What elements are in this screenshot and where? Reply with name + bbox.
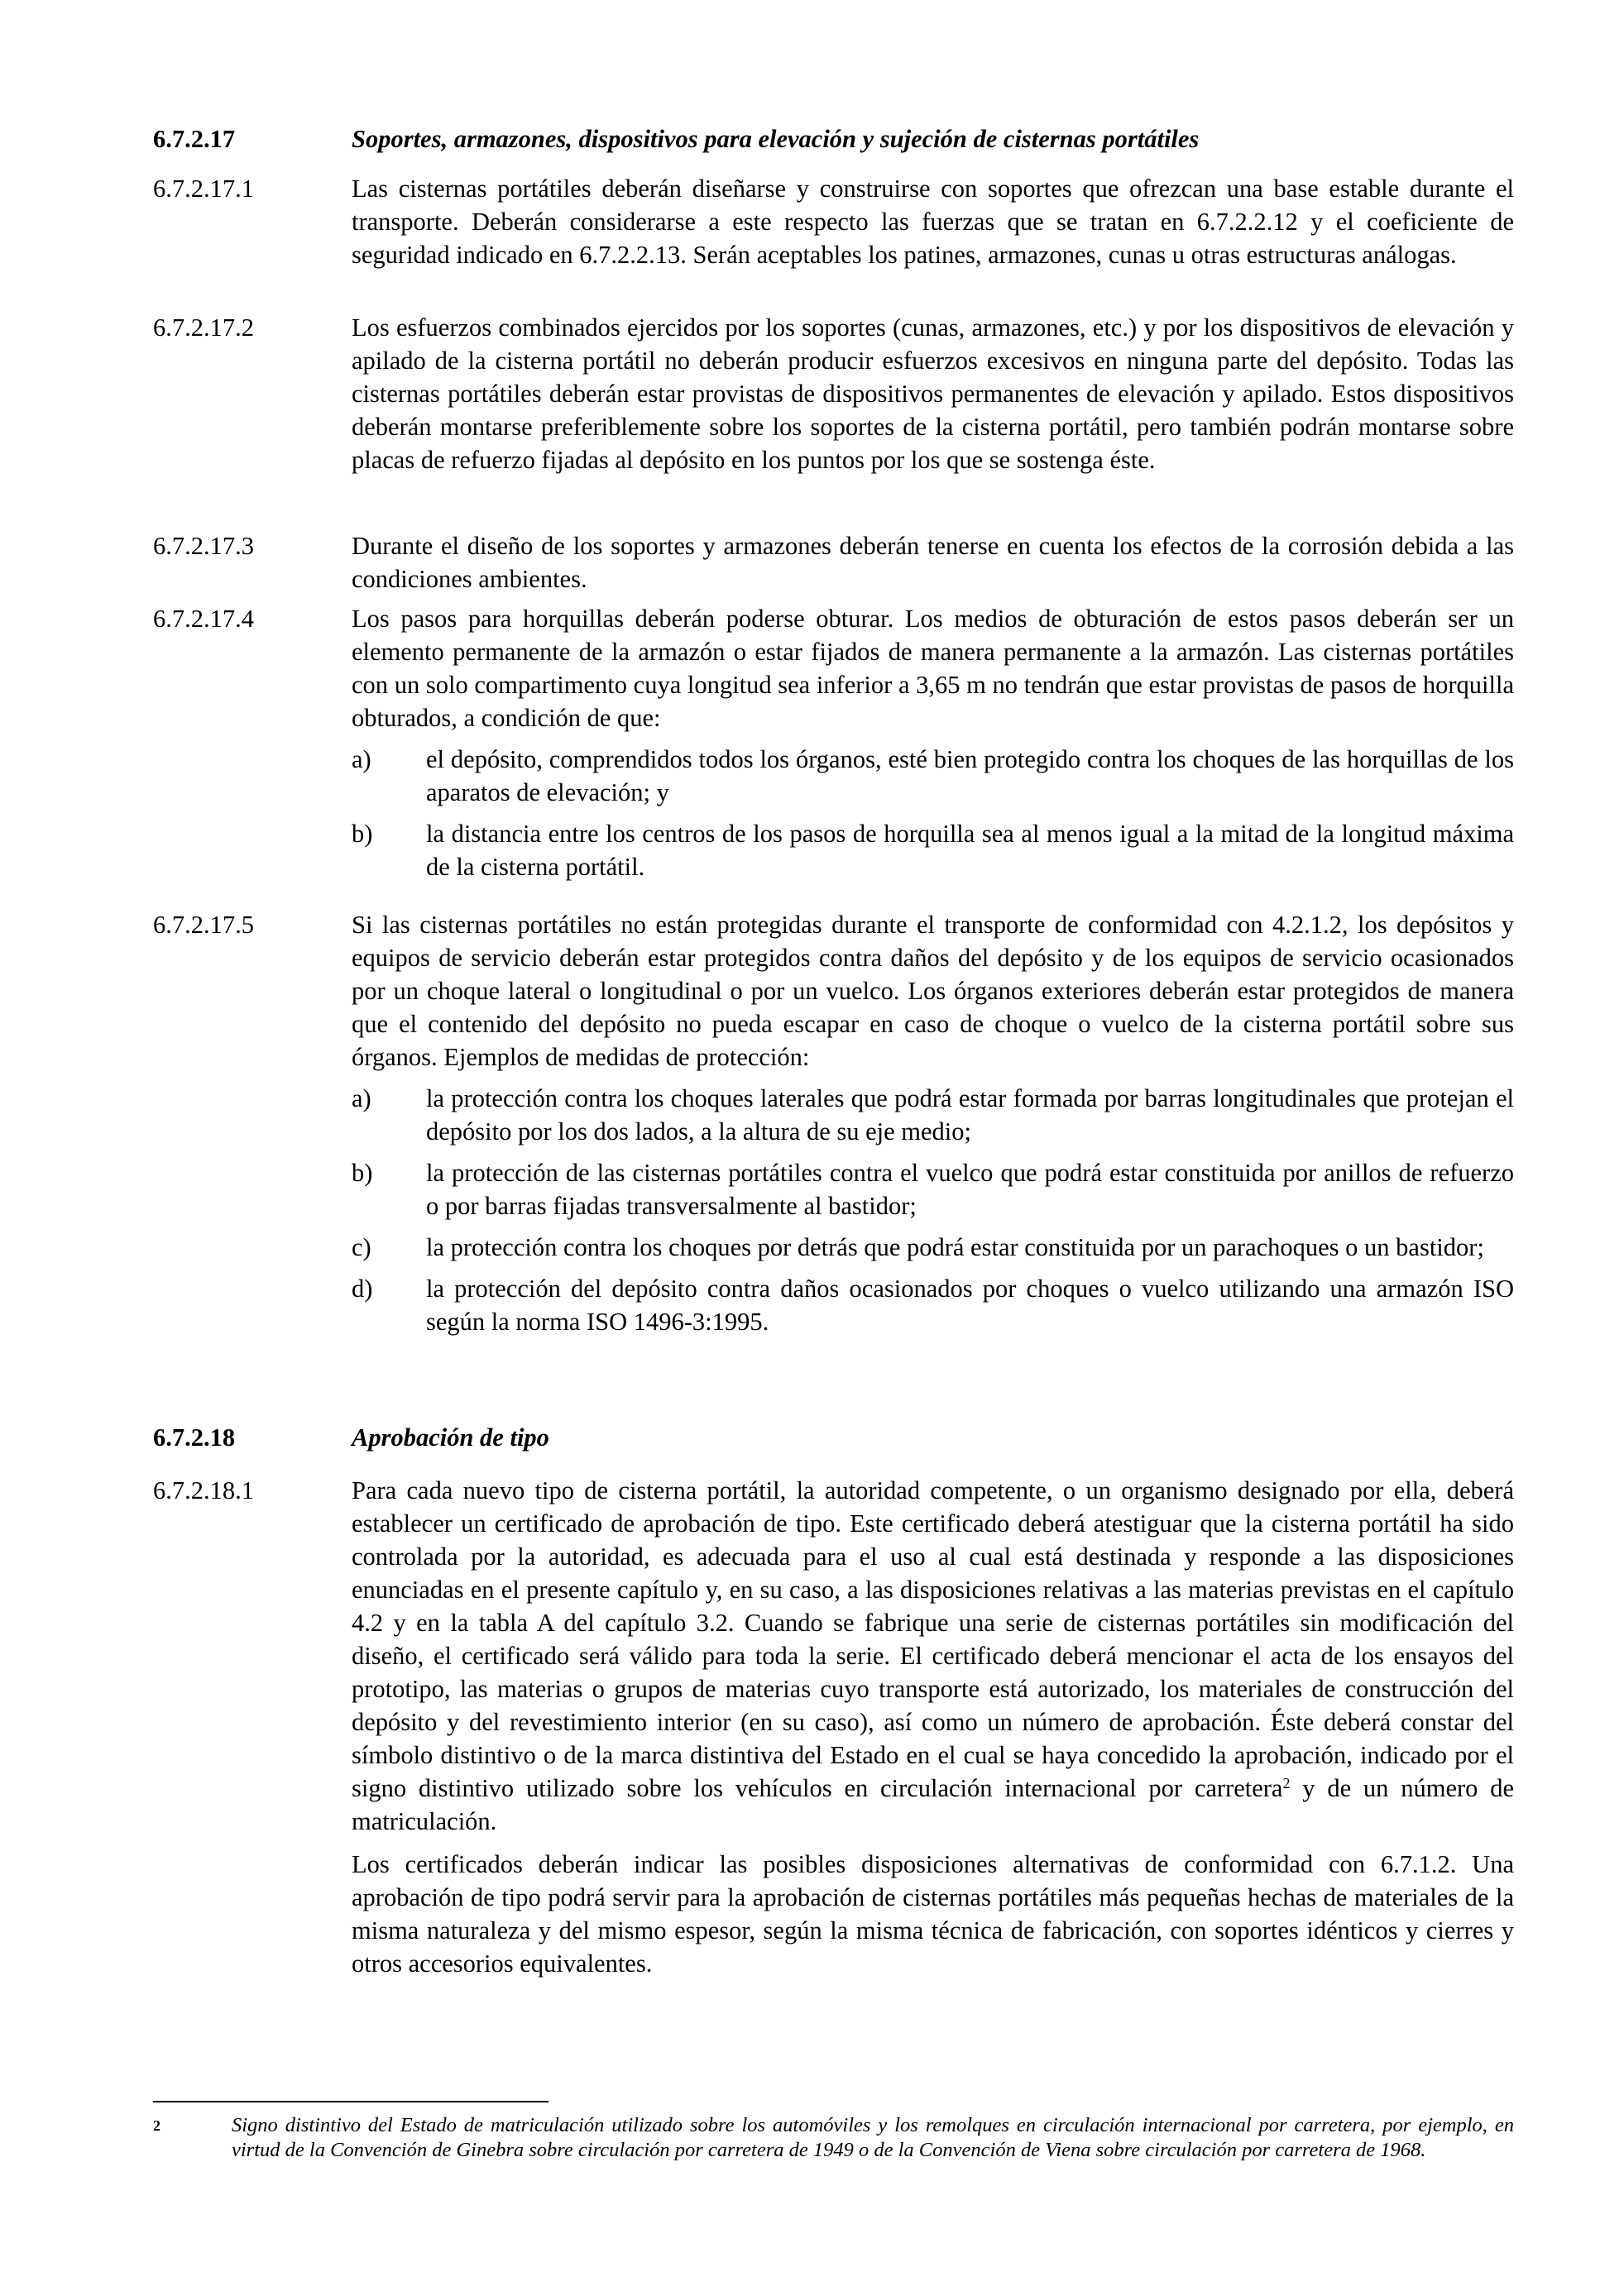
paragraph-text-2: Los certificados deberán indicar las posibles disposiciones alternativas de conformidad con 6.7.1.2. Una aprobación de tipo podrá servir para la aprobación de cisternas portátiles más pequeñas hechas de materiales de la misma naturaleza y del mismo espesor, según la misma técnica de fabricación, con soportes idénticos y cierres y otros accesorios equivalentes. [352,1850,1514,1978]
list-item-text: la protección de las cisternas portátiles contra el vuelco que podrá estar constituida por anillos de refuerzo o por barras fijadas transversalmente al bastidor; [426,1159,1514,1220]
footnote-text: Signo distintivo del Estado de matriculación utilizado sobre los automóviles y los remolques en circulación internacional por carretera, por ejemplo, en virtud de la Convención de Ginebra sobre circulación por carretera de 1949 o de la Convención de Viena sobre circulación por carretera de 1968. [232,2114,1514,2161]
section-title: Aprobación de tipo [352,1423,549,1452]
section-heading [153,1421,1514,1454]
footnote-number: 2 [153,2117,160,2134]
footnote-reference: 2 [1282,1775,1291,1791]
paragraph-number: 6.7.2.17.3 [153,532,254,560]
list-item [352,743,1514,809]
list-item [352,1082,1514,1148]
list-item-label: b) [352,1159,373,1187]
list-item-text: la distancia entre los centros de los pasos de horquilla sea al menos igual a la mitad de la longitud máxima de la cisterna portátil. [426,820,1514,881]
paragraph-number: 6.7.2.17.4 [153,605,254,633]
footnote-separator [153,2101,549,2102]
list-item-label: c) [352,1233,371,1261]
list-item-label: d) [352,1275,373,1303]
list-item-text: el depósito, comprendidos todos los órganos, esté bien protegido contra los choques de las horquillas de los aparatos de elevación; y [426,745,1514,806]
section-title: Soportes, armazones, dispositivos para elevación y sujeción de cisternas portátiles [352,125,1200,153]
paragraph [153,529,1514,596]
section-number: 6.7.2.18 [153,1423,236,1452]
list-item [352,817,1514,883]
paragraph-text: Las cisternas portátiles deberán diseñarse y construirse con soportes que ofrezcan una base estable durante el transporte. Deberán considerarse a este respecto las fuerzas que se tratan en 6.7.2.2.12 y el coeficiente de seguridad indicado en 6.7.2.2.13. Serán aceptables los patines, armazones, cunas u otras estructuras análogas. [352,175,1514,269]
paragraph-text: Los pasos para horquillas deberán poderse obturar. Los medios de obturación de estos pasos deberán ser un elemento permanente de la armazón o estar fijados de manera permanente a la armazón. Las cisternas portátiles con un solo compartimento cuya longitud sea inferior a 3,65 m no tendrán que estar provistas de pasos de horquilla obturados, a condición de que: [352,605,1514,732]
list-item [352,1272,1514,1338]
paragraph-text: Si las cisternas portátiles no están protegidas durante el transporte de conformidad con 4.2.1.2, los depósitos y equipos de servicio deberán estar protegidos contra daños del depósito y de los equipos de servicio ocasionados por un choque lateral o longitudinal o por un vuelco. Los órganos exteriores deberán estar protegidos de manera que el contenido del depósito no pueda escapar en caso de choque o vuelco de la cisterna portátil sobre sus órganos. Ejemplos de medidas de protección: [352,911,1514,1071]
paragraph-number: 6.7.2.17.5 [153,911,254,939]
footnote [153,2113,1514,2163]
paragraph-number: 6.7.2.17.1 [153,175,254,203]
paragraph-number: 6.7.2.18.1 [153,1476,254,1504]
section-number: 6.7.2.17 [153,125,236,153]
section-heading [153,122,1514,155]
paragraph-text: Durante el diseño de los soportes y armazones deberán tenerse en cuenta los efectos de la corrosión debida a las condiciones ambientes. [352,532,1514,593]
paragraph [153,908,1514,1338]
list-item [352,1156,1514,1222]
list-item-text: la protección del depósito contra daños ocasionados por choques o vuelco utilizando una armazón ISO según la norma ISO 1496-3:1995. [426,1275,1514,1336]
paragraph-text: Los esfuerzos combinados ejercidos por los soportes (cunas, armazones, etc.) y por los dispositivos de elevación y apilado de la cisterna portátil no deberán producir esfuerzos excesivos en ninguna parte del depósito. Todas las cisternas portátiles deberán estar provistas de dispositivos permanentes de elevación y apilado. Estos dispositivos deberán montarse preferiblemente sobre los soportes de la cisterna portátil, pero también podrán montarse sobre placas de refuerzo fijadas al depósito en los puntos por los que se sostenga éste. [352,313,1514,474]
paragraph-text: Para cada nuevo tipo de cisterna portátil, la autoridad competente, o un organismo designado por ella, deberá establecer un certificado de aprobación de tipo. Este certificado deberá atestiguar que la cisterna portátil ha sido controlada por la autoridad, es adecuada para el uso al cual está destinada y responde a las disposiciones enunciadas en el presente capítulo y, en su caso, a las disposiciones relativas a las materias previstas en el capítulo 4.2 y en la tabla A del capítulo 3.2. Cuando se fabrique una serie de cisternas portátiles sin modificación del diseño, el certificado será válido para toda la serie. El certificado deberá mencionar el acta de los ensayos del prototipo, las materias o grupos de materias cuyo transporte está autorizado, los materiales de construcción del depósito y del revestimiento interior (en su caso), así como un número de aprobación. Éste deberá constar del símbolo distintivo o de la marca distintiva del Estado en el cual se haya concedido la aprobación, indicado por el signo distintivo utilizado sobre los vehículos en circulación internacional por carretera$^2$ y de un número de matriculación. [352,1476,1514,1835]
list-item-label: b) [352,820,373,848]
paragraph [153,1474,1514,1980]
list-item-text: la protección contra los choques por detrás que podrá estar constituida por un parachoques o un bastidor; [426,1233,1484,1261]
paragraph [153,311,1514,476]
paragraph [153,602,1514,883]
list-item [352,1231,1514,1264]
paragraph-number: 6.7.2.17.2 [153,313,254,342]
list-item-label: a) [352,745,371,773]
list-item-text: la protección contra los choques laterales que podrá estar formada por barras longitudinales que protejan el depósito por los dos lados, a la altura de su eje medio; [426,1084,1514,1146]
list-item-label: a) [352,1084,371,1112]
paragraph [153,172,1514,271]
